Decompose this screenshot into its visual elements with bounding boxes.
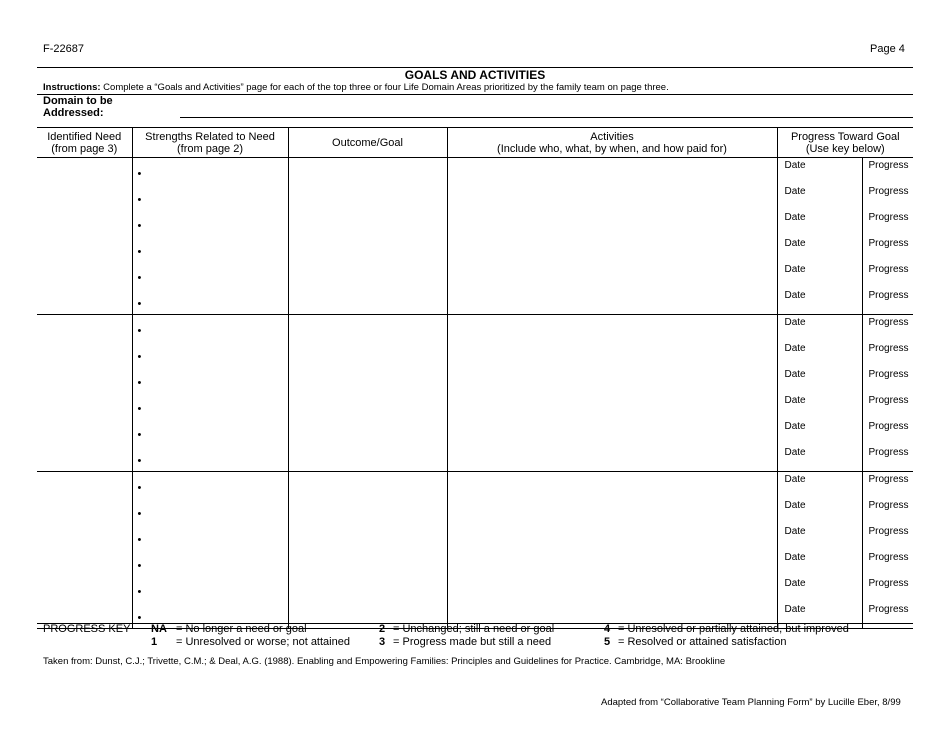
table-header-row bbox=[37, 128, 913, 158]
progress-entry[interactable] bbox=[778, 341, 914, 367]
progress-label: Progress bbox=[868, 421, 909, 432]
strengths-cell[interactable] bbox=[132, 315, 288, 472]
progress-label: Progress bbox=[868, 317, 909, 328]
strength-bullet-item[interactable] bbox=[133, 393, 288, 419]
date-label: Date bbox=[784, 264, 806, 275]
progress-label: Progress bbox=[868, 578, 909, 589]
strength-bullet-item[interactable] bbox=[133, 341, 288, 367]
progress-label: Progress bbox=[868, 447, 909, 458]
domain-label-line2: Addressed: bbox=[43, 107, 104, 119]
strengths-cell[interactable] bbox=[132, 472, 288, 629]
bullet-glyph: • bbox=[137, 194, 142, 206]
progress-key-col1: NA = No longer a need or goal 1 = Unresolved or worse; not attained bbox=[151, 623, 350, 648]
progress-entry[interactable] bbox=[778, 550, 914, 576]
bullet-glyph: • bbox=[137, 508, 142, 520]
progress-key-col2: 2 = Unchanged; still a need or goal 3 = Progress made but still a need bbox=[379, 623, 555, 648]
progress-label: Progress bbox=[868, 369, 909, 380]
progress-entry[interactable] bbox=[778, 498, 914, 524]
progress-label: Progress bbox=[868, 500, 909, 511]
date-label: Date bbox=[784, 474, 806, 485]
progress-label: Progress bbox=[868, 526, 909, 537]
strength-bullet-item[interactable] bbox=[133, 315, 288, 341]
date-label: Date bbox=[784, 238, 806, 249]
activities-cell[interactable] bbox=[447, 158, 777, 315]
date-label: Date bbox=[784, 552, 806, 563]
page-number: Page 4 bbox=[870, 43, 905, 55]
strength-bullet-item[interactable] bbox=[133, 367, 288, 393]
progress-entry[interactable] bbox=[778, 472, 914, 498]
progress-label: Progress bbox=[868, 238, 909, 249]
strength-bullet-item[interactable] bbox=[133, 288, 288, 314]
date-label: Date bbox=[784, 526, 806, 537]
col-identified-need: Identified Need (from page 3) bbox=[37, 128, 132, 158]
date-label: Date bbox=[784, 212, 806, 223]
bullet-glyph: • bbox=[137, 220, 142, 232]
progress-entry[interactable] bbox=[778, 288, 914, 314]
strength-bullet-item[interactable] bbox=[133, 472, 288, 498]
bullet-glyph: • bbox=[137, 377, 142, 389]
bullet-glyph: • bbox=[137, 534, 142, 546]
progress-label: Progress bbox=[868, 264, 909, 275]
strength-bullet-item[interactable] bbox=[133, 236, 288, 262]
instructions-text: Complete a “Goals and Activities” page for each of the top three or four Life Domain Areas prioritized by the family team on page three. bbox=[100, 82, 669, 93]
progress-entry[interactable] bbox=[778, 315, 914, 341]
goal-row bbox=[37, 472, 913, 629]
bullet-glyph: • bbox=[137, 455, 142, 467]
bullet-glyph: • bbox=[137, 246, 142, 258]
progress-entry[interactable] bbox=[778, 576, 914, 602]
date-label: Date bbox=[784, 317, 806, 328]
outcome-goal-cell[interactable] bbox=[288, 472, 447, 629]
bullet-glyph: • bbox=[137, 351, 142, 363]
strength-bullet-item[interactable] bbox=[133, 262, 288, 288]
progress-entry[interactable] bbox=[778, 158, 914, 184]
adapted-credit: Adapted from “Collaborative Team Planning Form” by Lucille Eber, 8/99 bbox=[601, 697, 901, 708]
date-label: Date bbox=[784, 447, 806, 458]
date-label: Date bbox=[784, 369, 806, 380]
form-number: F-22687 bbox=[43, 43, 84, 55]
goal-row bbox=[37, 158, 913, 315]
progress-label: Progress bbox=[868, 160, 909, 171]
progress-entry[interactable] bbox=[778, 184, 914, 210]
strength-bullet-item[interactable] bbox=[133, 576, 288, 602]
domain-input-line[interactable] bbox=[180, 117, 913, 118]
strength-bullet-item[interactable] bbox=[133, 550, 288, 576]
progress-label: Progress bbox=[868, 604, 909, 615]
bullet-glyph: • bbox=[137, 429, 142, 441]
progress-entry[interactable] bbox=[778, 262, 914, 288]
progress-cell bbox=[777, 315, 913, 472]
date-label: Date bbox=[784, 290, 806, 301]
instructions-label: Instructions: bbox=[43, 82, 101, 93]
bullet-glyph: • bbox=[137, 586, 142, 598]
strength-bullet-item[interactable] bbox=[133, 498, 288, 524]
date-label: Date bbox=[784, 160, 806, 171]
activities-cell[interactable] bbox=[447, 472, 777, 629]
progress-entry[interactable] bbox=[778, 236, 914, 262]
outcome-goal-cell[interactable] bbox=[288, 158, 447, 315]
strength-bullet-item[interactable] bbox=[133, 445, 288, 471]
domain-label bbox=[43, 95, 113, 119]
progress-key-col3: 4 = Unresolved or partially attained, but improved 5 = Resolved or attained satisfaction bbox=[604, 623, 849, 648]
progress-label: Progress bbox=[868, 343, 909, 354]
citation: Taken from: Dunst, C.J.; Trivette, C.M.; & Deal, A.G. (1988). Enabling and Empowering Families: Principles and Guidelines for Practice. Cambridge, MA: Brookline bbox=[43, 656, 726, 667]
identified-need-cell[interactable] bbox=[37, 315, 132, 472]
progress-label: Progress bbox=[868, 395, 909, 406]
instructions-rule bbox=[37, 94, 913, 95]
progress-entry[interactable] bbox=[778, 393, 914, 419]
strength-bullet-item[interactable] bbox=[133, 419, 288, 445]
goals-table bbox=[37, 127, 913, 629]
identified-need-cell[interactable] bbox=[37, 158, 132, 315]
progress-cell bbox=[777, 158, 913, 315]
page-title: GOALS AND ACTIVITIES bbox=[404, 68, 546, 82]
date-label: Date bbox=[784, 343, 806, 354]
bullet-glyph: • bbox=[137, 482, 142, 494]
bullet-glyph: • bbox=[137, 403, 142, 415]
progress-entry[interactable] bbox=[778, 210, 914, 236]
col-activities: Activities (Include who, what, by when, and how paid for) bbox=[447, 128, 777, 158]
bullet-glyph: • bbox=[137, 168, 142, 180]
date-label: Date bbox=[784, 500, 806, 511]
bullet-glyph: • bbox=[137, 325, 142, 337]
strength-bullet-item[interactable] bbox=[133, 524, 288, 550]
date-label: Date bbox=[784, 186, 806, 197]
date-label: Date bbox=[784, 604, 806, 615]
progress-cell bbox=[777, 472, 913, 629]
outcome-goal-cell[interactable] bbox=[288, 315, 447, 472]
progress-label: Progress bbox=[868, 186, 909, 197]
progress-entry[interactable] bbox=[778, 445, 914, 471]
bullet-glyph: • bbox=[137, 560, 142, 572]
progress-entry[interactable] bbox=[778, 367, 914, 393]
strengths-cell[interactable] bbox=[132, 158, 288, 315]
col-outcome-goal: Outcome/Goal bbox=[288, 128, 447, 158]
instructions bbox=[43, 82, 669, 93]
goal-row bbox=[37, 315, 913, 472]
strength-bullet-item[interactable] bbox=[133, 184, 288, 210]
progress-key-label: PROGRESS KEY bbox=[43, 623, 131, 635]
progress-entry[interactable] bbox=[778, 419, 914, 445]
col-strengths: Strengths Related to Need (from page 2) bbox=[132, 128, 288, 158]
activities-cell[interactable] bbox=[447, 315, 777, 472]
progress-entry[interactable] bbox=[778, 524, 914, 550]
identified-need-cell[interactable] bbox=[37, 472, 132, 629]
progress-label: Progress bbox=[868, 212, 909, 223]
progress-label: Progress bbox=[868, 552, 909, 563]
date-label: Date bbox=[784, 395, 806, 406]
bullet-glyph: • bbox=[137, 612, 142, 624]
progress-label: Progress bbox=[868, 290, 909, 301]
col-progress: Progress Toward Goal (Use key below) bbox=[777, 128, 913, 158]
progress-label: Progress bbox=[868, 474, 909, 485]
bullet-glyph: • bbox=[137, 272, 142, 284]
domain-label-line1: Domain to be bbox=[43, 95, 113, 107]
date-label: Date bbox=[784, 578, 806, 589]
bullet-glyph: • bbox=[137, 298, 142, 310]
strength-bullet-item[interactable] bbox=[133, 158, 288, 184]
strength-bullet-item[interactable] bbox=[133, 210, 288, 236]
date-label: Date bbox=[784, 421, 806, 432]
